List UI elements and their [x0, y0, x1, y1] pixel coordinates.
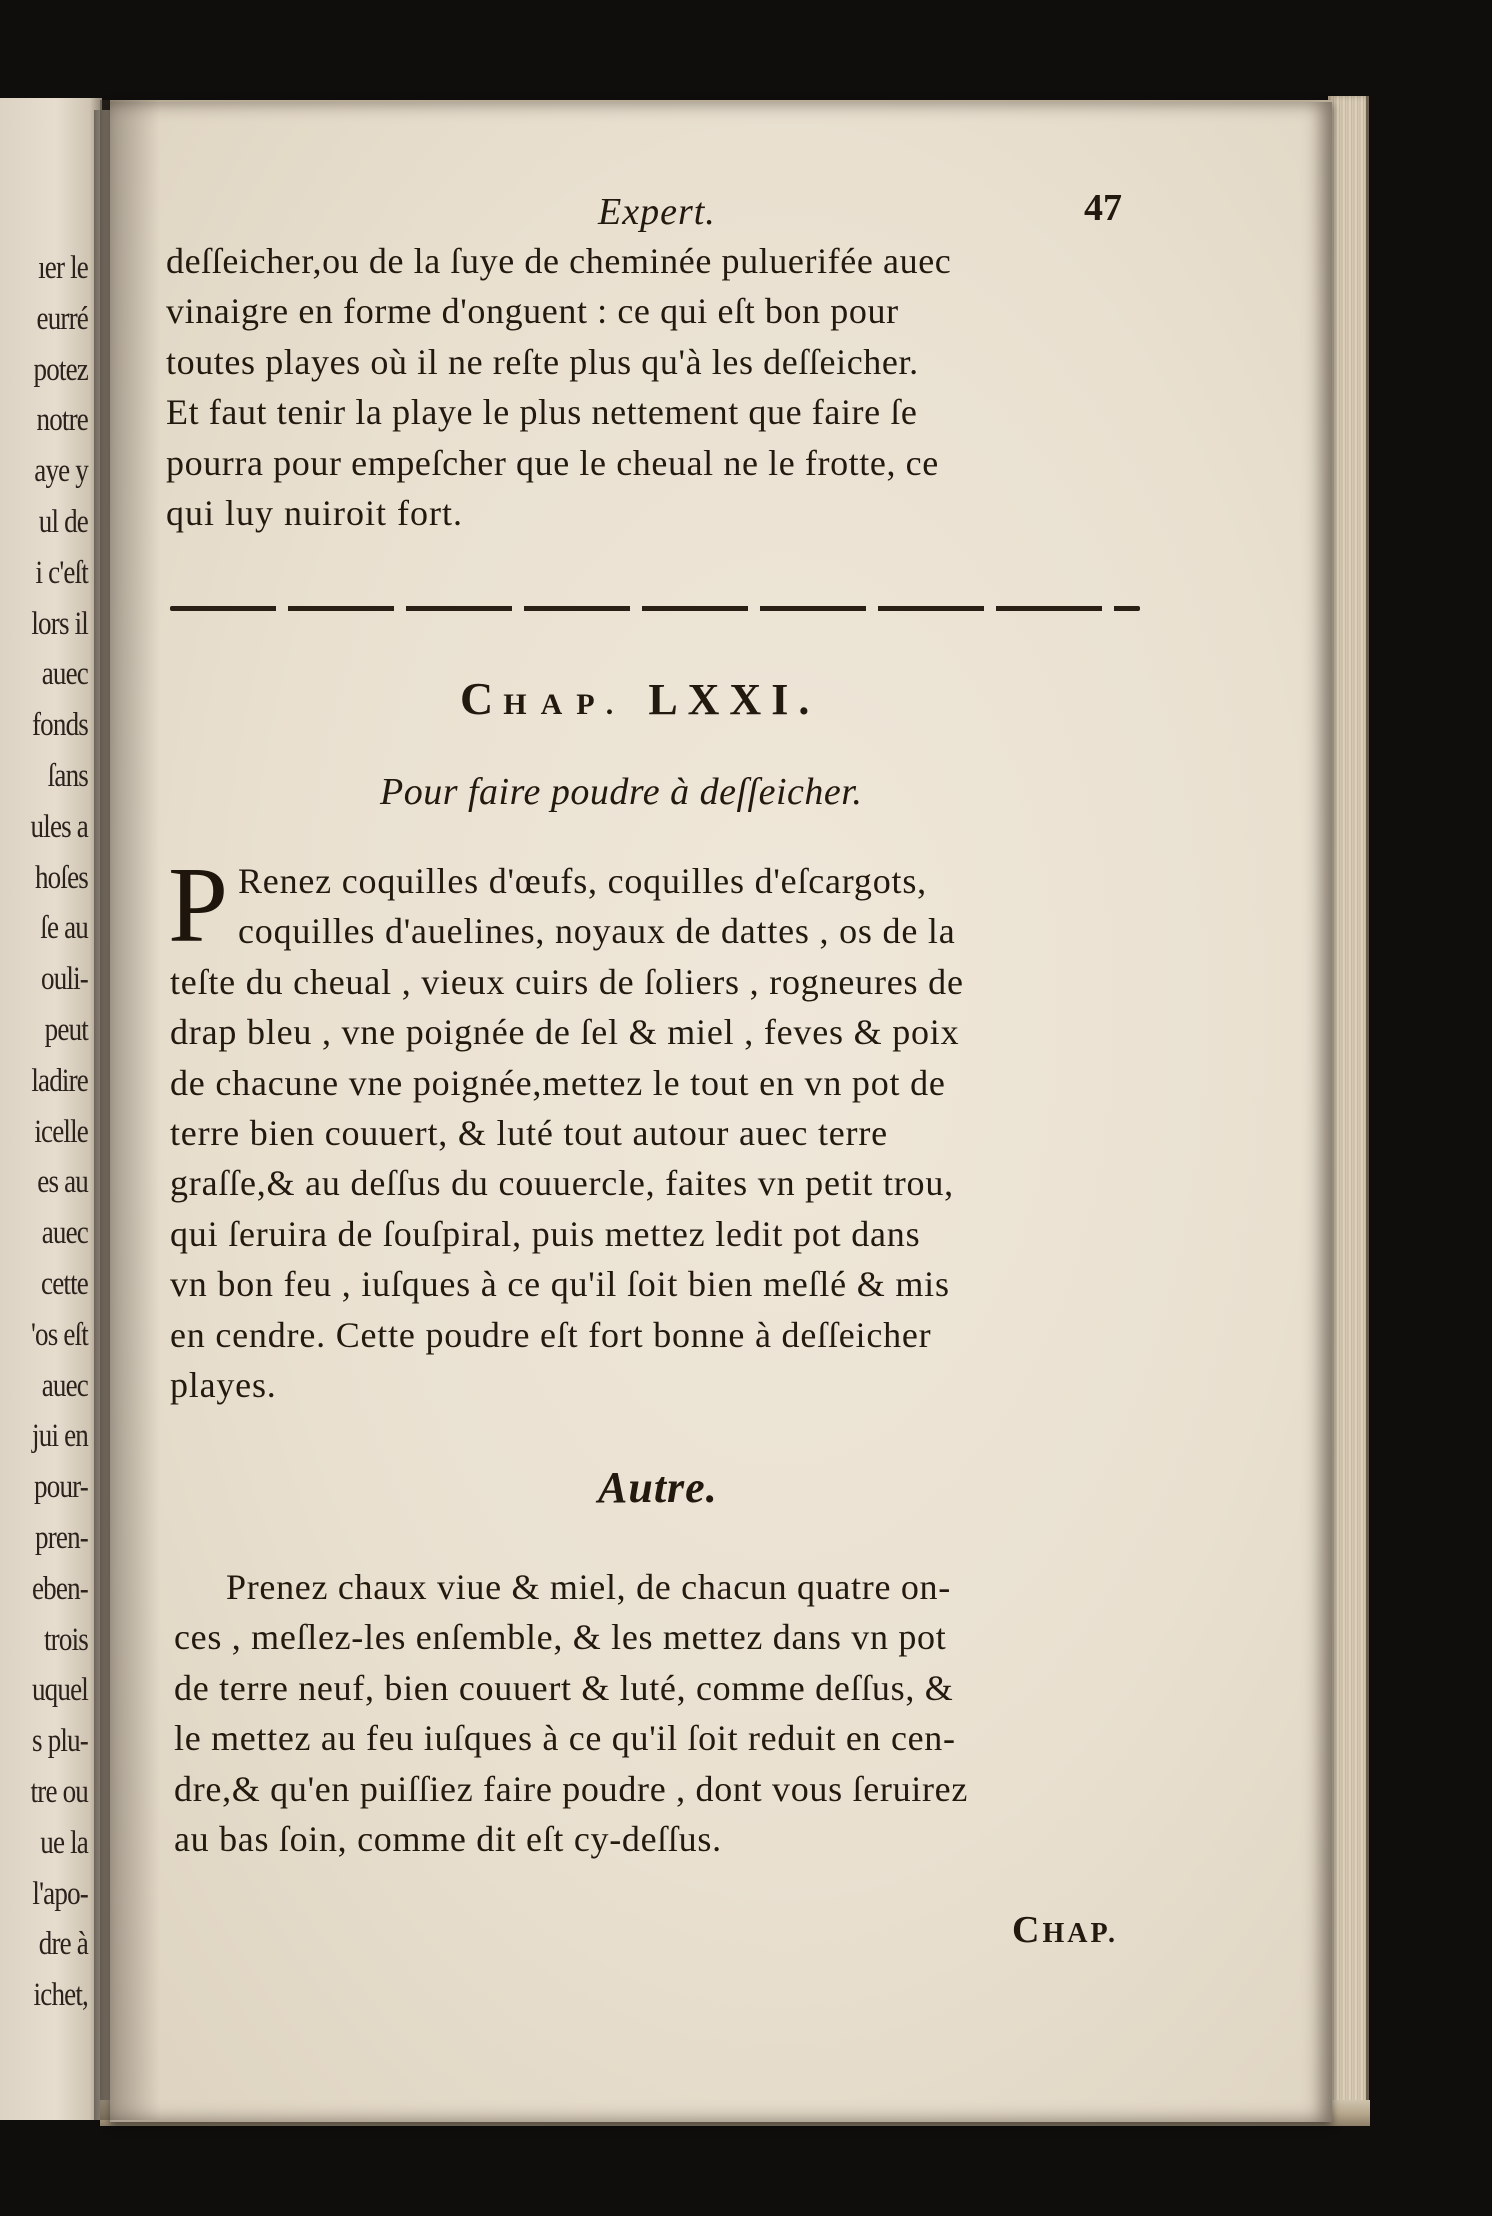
facing-line: peut — [44, 1011, 88, 1048]
facing-line: ſans — [47, 757, 88, 794]
text-line: terre bien couuert, & luté tout autour auec terre — [170, 1112, 888, 1153]
facing-line: es au — [37, 1164, 88, 1201]
facing-line: ules a — [30, 808, 89, 845]
chapter-small-caps: HAP. — [503, 688, 628, 721]
facing-line: ladire — [31, 1062, 88, 1099]
running-head: Expert. — [598, 191, 716, 233]
facing-line: cette — [41, 1265, 88, 1302]
facing-line: auec — [41, 656, 88, 693]
page-number: 47 — [1084, 187, 1122, 229]
chapter-numeral: LXXI. — [648, 675, 820, 724]
facing-line: tre ou — [30, 1773, 89, 1810]
text-line: Prenez chaux viue & miel, de chacun quatre on- — [226, 1567, 951, 1607]
facing-line: hoſes — [34, 859, 88, 896]
facing-line: potez — [33, 351, 88, 388]
text-line: qui ſeruira de ſouſpiral, puis mettez ledit pot dans — [170, 1213, 921, 1254]
second-recipe-paragraph — [174, 1562, 968, 1864]
text-line: drap bleu , vne poignée de ſel & miel , feves & poix — [170, 1012, 960, 1053]
text-line: le mettez au feu iuſques à ce qu'il ſoit reduit en cen- — [174, 1718, 956, 1759]
spine-shadow — [100, 100, 160, 2120]
facing-page-text — [0, 243, 88, 2021]
facing-line: pour- — [34, 1469, 88, 1506]
text-line: Et faut tenir la playe le plus nettement que faire ſe — [166, 392, 918, 433]
text-line: qui luy nuiroit fort. — [166, 492, 463, 533]
catchword-small-caps: HAP. — [1042, 1918, 1118, 1949]
facing-line: ıer le — [38, 250, 88, 286]
text-line: playes. — [170, 1364, 277, 1405]
facing-line: l'apo- — [32, 1875, 88, 1912]
facing-line: notre — [36, 402, 88, 439]
chapter-heading — [460, 672, 819, 725]
facing-line: jui en — [32, 1418, 88, 1455]
facing-line: i c'eſt — [35, 554, 88, 591]
text-line: toutes playes où il ne reſte plus qu'à les deſſeicher. — [166, 341, 919, 382]
chapter-cap: C — [460, 673, 504, 724]
text-line: coquilles d'auelines, noyaux de dattes , os de la — [238, 911, 956, 952]
facing-line: icelle — [34, 1113, 88, 1150]
section-heading-autre: Autre. — [598, 1463, 718, 1512]
text-line: deſſeicher,ou de la ſuye de cheminée puluerifée auec — [166, 241, 952, 281]
facing-line: ichet, — [33, 1977, 88, 2014]
text-line: vn bon feu , iuſques à ce qu'il ſoit bien meſlé & mis — [170, 1264, 950, 1305]
facing-line: s plu- — [32, 1723, 88, 1760]
recipe-paragraph — [170, 856, 964, 1410]
text-line: Renez coquilles d'œufs, coquilles d'eſcargots, — [238, 861, 927, 901]
text-line: de terre neuf, bien couuert & luté, comme deſſus, & — [174, 1667, 954, 1708]
facing-line: fonds — [31, 707, 88, 744]
continuation-paragraph — [166, 236, 951, 538]
text-line: dre,& qu'en puiſſiez faire poudre , dont vous ſeruirez — [174, 1768, 969, 1809]
facing-line: ouli- — [40, 961, 88, 998]
text-line: teſte du cheual , vieux cuirs de ſoliers , rogneures de — [170, 961, 964, 1002]
facing-line: uquel — [31, 1672, 89, 1709]
text-line: en cendre. Cette poudre eſt fort bonne à deſſeicher — [170, 1314, 932, 1355]
text-line: de chacune vne poignée,mettez le tout en vn pot de — [170, 1062, 946, 1103]
text-line: pourra pour empeſcher que le cheual ne le frotte, ce — [166, 442, 939, 483]
facing-line: pren- — [34, 1519, 88, 1556]
facing-line: ue la — [40, 1824, 88, 1861]
facing-line: eben- — [31, 1570, 88, 1607]
facing-page — [0, 98, 102, 2120]
text-line: vinaigre en forme d'onguent : ce qui eſt bon pour — [166, 291, 899, 332]
facing-line: trois — [43, 1621, 88, 1658]
page-edges — [1328, 96, 1369, 2122]
drop-cap: P — [168, 846, 229, 965]
facing-line: aye y — [34, 453, 88, 490]
facing-line: ul de — [38, 503, 88, 540]
facing-line: auec — [41, 1367, 88, 1404]
text-line: graſſe,& au deſſus du couuercle, faites vn petit trou, — [170, 1163, 954, 1204]
text-line: au bas ſoin, comme dit eſt cy-deſſus. — [174, 1818, 722, 1859]
facing-line: ſe au — [40, 910, 88, 947]
catchword — [1012, 1908, 1118, 1952]
facing-line: dre à — [38, 1926, 88, 1963]
catchword-cap: C — [1012, 1909, 1043, 1951]
chapter-subtitle: Pour faire poudre à deſſeicher. — [380, 771, 863, 813]
facing-line: auec — [41, 1215, 88, 1252]
facing-line: 'os eſt — [30, 1316, 88, 1353]
facing-line: lors il — [31, 605, 88, 642]
text-line: ces , meſlez-les enſemble, & les mettez dans vn pot — [174, 1617, 947, 1658]
section-divider-rule — [170, 606, 1140, 611]
facing-line: eurré — [36, 300, 88, 337]
